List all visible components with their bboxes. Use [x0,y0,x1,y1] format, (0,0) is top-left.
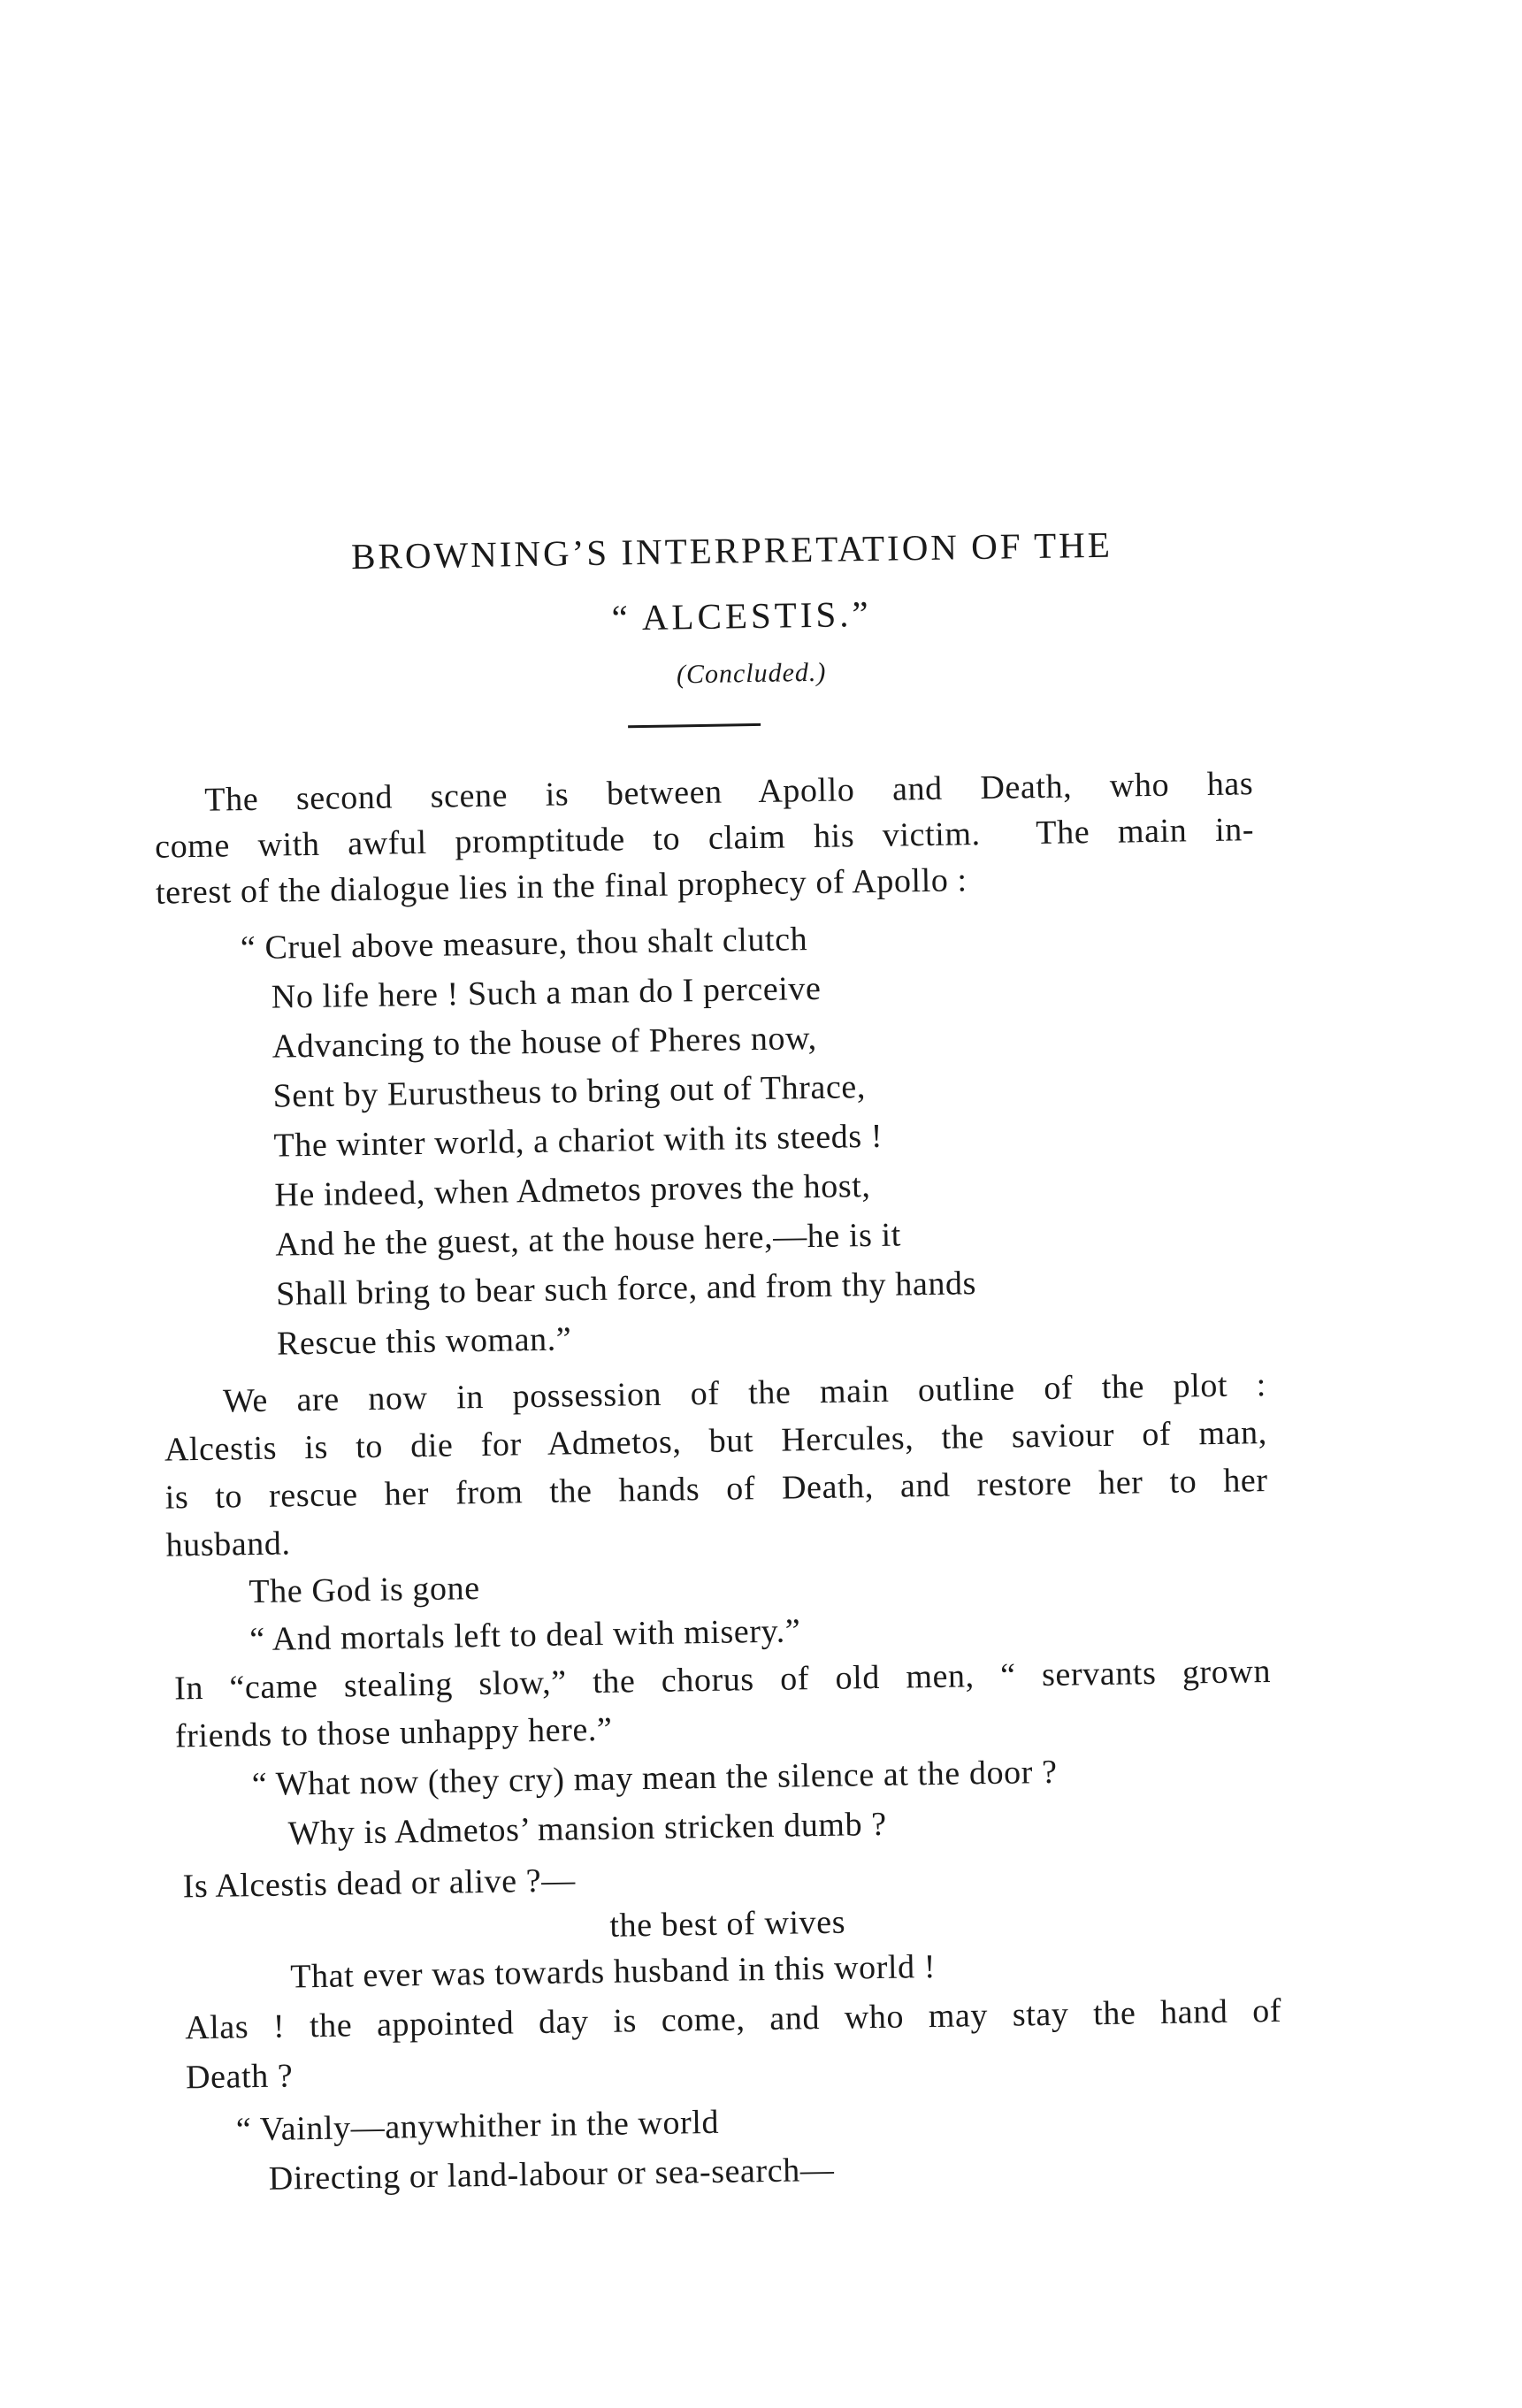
verse-line: He indeed, when Admetos proves the host, [274,1167,871,1214]
verse-line: The winter world, a chariot with its steeds ! [273,1117,883,1165]
verse-line: And he the guest, at the house here,—he is it [274,1216,902,1264]
text-line: The second scene is between Apollo and Death, who has [204,765,1254,819]
article-title-continued: “ ALCESTIS.” [611,592,872,638]
text-line: Alas ! the appointed day is come, and who may stay the hand of [184,1991,1282,2047]
text-line: is to rescue her from the hands of Death, and restore her to her [164,1462,1268,1517]
text-line: husband. [165,1525,291,1564]
title-rule [628,723,761,728]
verse-line: That ever was towards husband in this world ! [289,1947,937,1996]
text-line: terest of the dialogue lies in the final prophecy of Apollo : [155,861,968,912]
text-line: Alcestis is to die for Admetos, but Hercules, the saviour of man, [164,1414,1268,1469]
verse-line: “ Vainly—anywhither in the world [235,2103,720,2149]
verse-line: “ Cruel above measure, thou shalt clutch [240,921,808,967]
text-line: Is Alcestis dead or alive ?— [182,1861,577,1906]
verse-line: Why is Admetos’ mansion stricken dumb ? [287,1805,888,1853]
text-line: Death ? [185,2057,294,2097]
verse-line: Sent by Eurustheus to bring out of Thrace, [272,1068,867,1115]
verse-line: No life here ! Such a man do I perceive [271,969,822,1016]
verse-line: Rescue this woman.” [276,1320,572,1363]
verse-line: The God is gone [249,1570,480,1611]
text-line: come with awful promptitude to claim his victim. The main in- [154,811,1255,866]
verse-line: Advancing to the house of Pheres now, [272,1019,818,1066]
verse-line: the best of wives [609,1903,846,1945]
verse-line: “ What now (they cry) may mean the silence at the door ? [251,1753,1058,1804]
verse-line: “ And mortals left to deal with misery.” [249,1612,801,1659]
text-line: In “came stealing slow,” the chorus of old men, “ servants grown [173,1652,1272,1708]
text-line: We are now in possession of the main outline of the plot : [222,1366,1267,1420]
verse-line: Directing or land-labour or sea-search— [268,2151,835,2198]
article-subtitle: (Concluded.) [676,657,827,690]
article-title: BROWNING’S INTERPRETATION OF THE [350,524,1113,577]
text-line: friends to those unhappy here.” [174,1710,613,1755]
verse-line: Shall bring to bear such force, and from thy hands [275,1265,977,1313]
